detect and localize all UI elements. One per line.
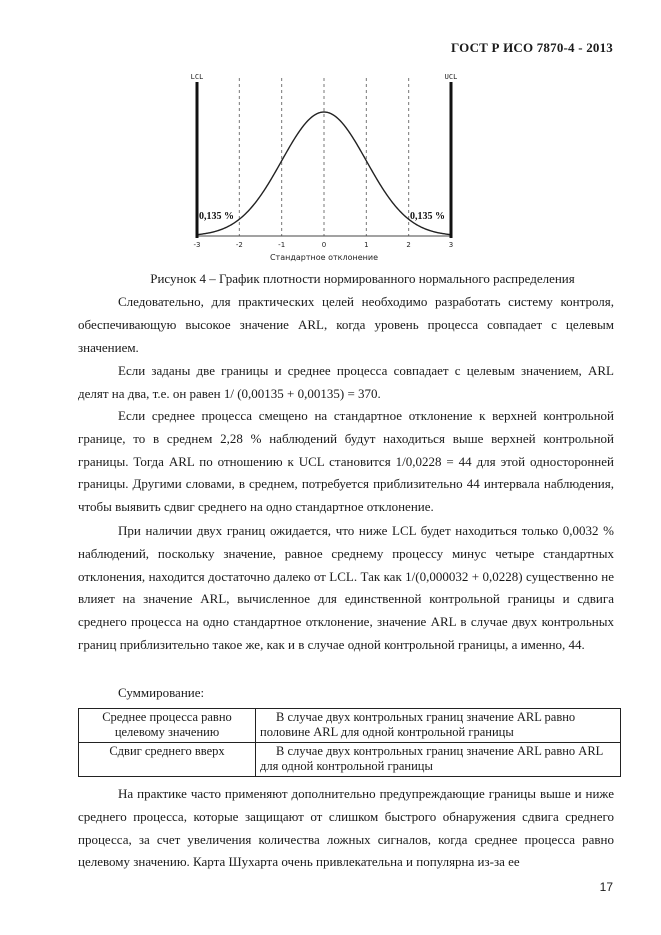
control-limit-label-lcl: LCL xyxy=(190,73,204,81)
x-tick-label: 1 xyxy=(364,241,369,249)
x-tick-label: -3 xyxy=(193,241,201,249)
table-cell-condition: Среднее процесса равно целевому значению xyxy=(79,709,256,743)
figure-caption: Рисунок 4 – График плотности нормированного нормального распределения xyxy=(150,271,575,286)
x-axis-label: Стандартное отклонение xyxy=(269,253,379,262)
table-cell-result: В случае двух контрольных границ значение ARL равно ARL для одной контрольной границы xyxy=(256,743,621,777)
tail-annotation: 0,135 % xyxy=(199,211,234,222)
table-cell-result: В случае двух контрольных границ значение ARL равно половине ARL для одной контрольной границы xyxy=(256,709,621,743)
x-tick-label: -2 xyxy=(235,241,243,249)
table-row xyxy=(79,743,621,777)
paragraph-3: Если среднее процесса смещено на стандартное отклонение к верхней контрольной границе, то в среднем 2,28 % наблюдений будут находиться выше верхней контрольной границы. Тогда ARL по отношению к UCL становится 1/0,0228 = 44 для этой односторонней границы. Другими словами, в среднем, потребуется приблизительно 44 интервала наблюдения, чтобы выявить сдвиг среднего на одно стандартное отклонение. xyxy=(78,408,614,515)
x-tick-label: 2 xyxy=(406,241,411,249)
summary-intro: Суммирование: xyxy=(118,685,205,700)
x-tick-label: 0 xyxy=(321,241,327,249)
normal-distribution-figure xyxy=(178,68,478,268)
normal-density-chart xyxy=(178,68,478,268)
x-tick-label: 3 xyxy=(448,241,454,249)
final-paragraph: На практике часто применяют дополнительно предупреждающие границы выше и ниже среднего процесса, которые защищают от слишком быстрого обнаружения сдвига среднего процесса, за счет увеличения количества ложных сигналов, когда среднее процесса равно целевому значению. Карта Шухарта очень привлекательна и популярна из-за ее xyxy=(78,786,614,870)
control-limit-label-ucl: UCL xyxy=(444,73,458,81)
table-cell-condition: Сдвиг среднего вверх xyxy=(79,743,256,777)
page-number: 17 xyxy=(599,880,613,894)
paragraph-1: Следовательно, для практических целей необходимо разработать систему контроля, обеспечивающую высокое значение ARL, когда уровень процесса совпадает с целевым значением. xyxy=(78,294,614,355)
tail-annotation: 0,135 % xyxy=(410,211,445,222)
paragraph-4: При наличии двух границ ожидается, что ниже LCL будет находиться только 0,0032 % наблюдений, поскольку значение, равное среднему процессу минус четыре стандартных отклонения, находится достаточно далеко от LCL. Так как 1/(0,000032 + 0,0228) существенно не влияет на значение ARL, вычисленное для единственной контрольной границы и сдвига среднего процесса на одно стандартное отклонение, значение ARL в случае двух контрольных границ приблизительно такое же, как и в случае одной контрольной границы, а именно, 44. xyxy=(78,523,614,652)
x-tick-label: -1 xyxy=(278,241,286,249)
summary-table xyxy=(78,708,621,777)
paragraph-2: Если заданы две границы и среднее процесса совпадает с целевым значением, ARL делят на два, т.е. он равен 1/ (0,00135 + 0,00135) = 370. xyxy=(78,363,614,401)
document-header: ГОСТ Р ИСО 7870-4 - 2013 xyxy=(450,40,613,55)
table-row xyxy=(79,709,621,743)
